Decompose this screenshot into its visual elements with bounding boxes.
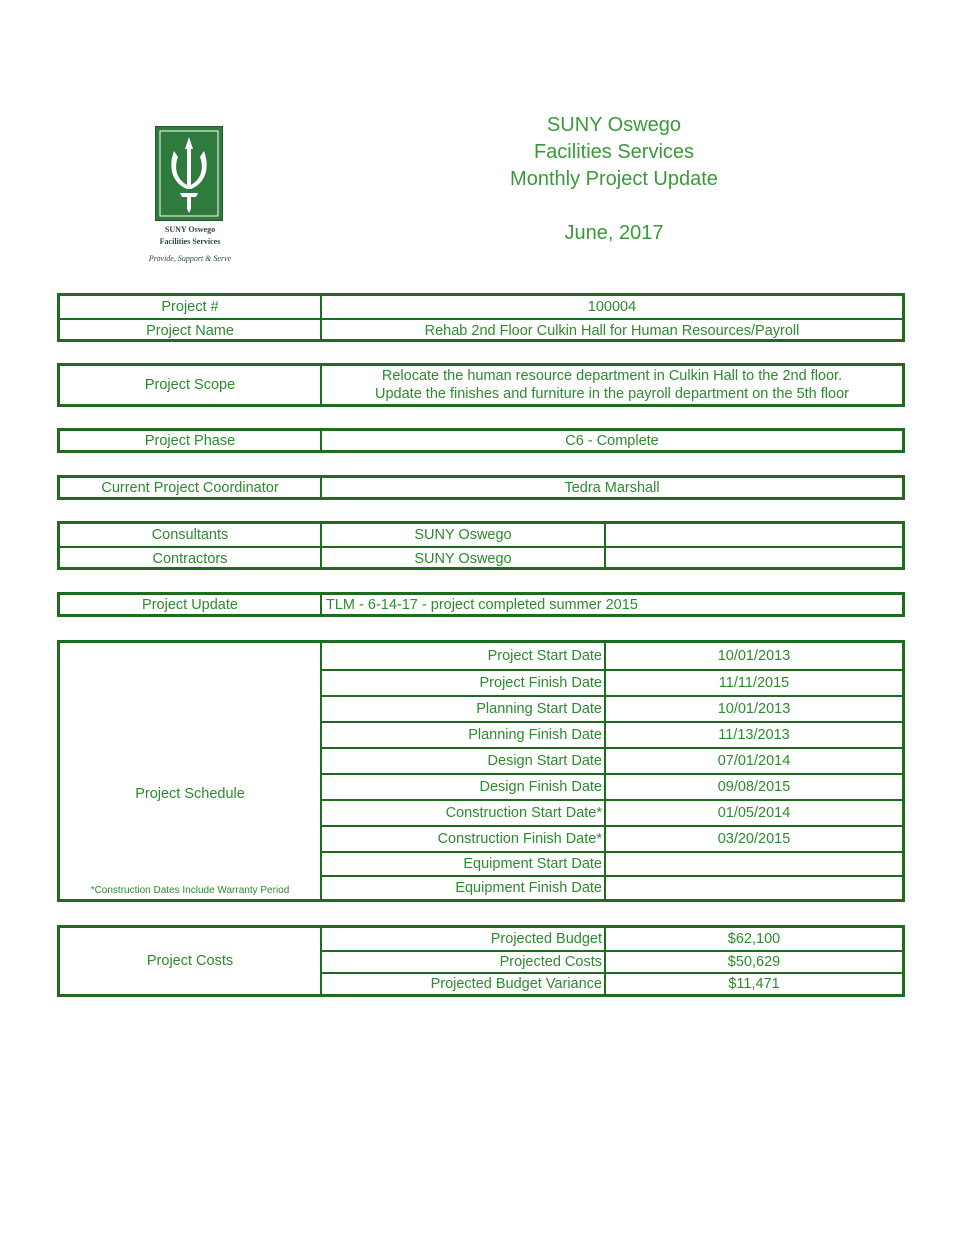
table-row <box>322 950 902 972</box>
schedule-row-value: 11/11/2015 <box>718 675 790 691</box>
schedule-row-value: 03/20/2015 <box>717 831 791 847</box>
schedule-row-label: Planning Start Date <box>322 697 606 721</box>
header-line-1: SUNY Oswego <box>546 114 682 136</box>
table-row <box>60 366 902 404</box>
consultants-extra <box>606 524 902 546</box>
project-number-label: Project # <box>60 296 322 318</box>
project-costs-table <box>57 925 905 997</box>
table-row <box>322 799 902 825</box>
contractors-label: Contractors <box>60 548 322 570</box>
cost-row-label: Projected Budget Variance <box>322 974 606 994</box>
project-scope-table <box>57 363 905 407</box>
contractors-extra <box>606 548 902 570</box>
schedule-row-value: 09/08/2015 <box>717 779 791 795</box>
project-schedule-label: Project Schedule <box>135 786 245 802</box>
schedule-row-value: 07/01/2014 <box>717 753 791 769</box>
report-date: June, 2017 <box>564 222 664 244</box>
project-update-label: Project Update <box>60 595 322 614</box>
schedule-note: *Construction Dates Include Warranty Period <box>90 885 290 896</box>
table-row <box>322 773 902 799</box>
table-row <box>60 318 902 342</box>
table-row <box>60 296 902 318</box>
coordinator-table <box>57 475 905 500</box>
project-schedule-table <box>57 640 905 902</box>
project-id-table <box>57 293 905 342</box>
table-row <box>322 972 902 994</box>
table-row <box>60 478 902 497</box>
project-number: 100004 <box>587 299 637 315</box>
schedule-row-label: Planning Finish Date <box>322 723 606 747</box>
schedule-row-label: Design Start Date <box>322 749 606 773</box>
project-name-label: Project Name <box>60 320 322 342</box>
project-costs-label: Project Costs <box>60 928 322 994</box>
table-row <box>322 695 902 721</box>
cost-row-value: $50,629 <box>727 954 781 970</box>
schedule-row-label: Construction Finish Date* <box>322 827 606 851</box>
schedule-row-label: Equipment Start Date <box>322 853 606 875</box>
header-line-3: Monthly Project Update <box>510 168 718 190</box>
table-row <box>60 524 902 546</box>
logo-name-1: SUNY Oswego <box>164 225 216 234</box>
contractors-value: SUNY Oswego <box>322 548 606 570</box>
table-row <box>322 643 902 669</box>
coordinator-label: Current Project Coordinator <box>60 478 322 497</box>
schedule-row-label: Project Start Date <box>322 643 606 669</box>
schedule-label-cell <box>60 643 322 899</box>
schedule-row-label: Construction Start Date* <box>322 801 606 825</box>
table-row <box>322 747 902 773</box>
cost-rows <box>322 928 902 994</box>
project-scope-line-2: Update the finishes and furniture in the payroll department on the 5th floor <box>375 386 849 402</box>
cost-row-value: $11,471 <box>728 976 780 992</box>
table-row <box>60 595 902 614</box>
schedule-row-value <box>606 877 902 899</box>
cost-row-label: Projected Costs <box>322 952 606 972</box>
project-scope-text <box>322 366 902 404</box>
table-row <box>322 875 902 899</box>
cost-row-label: Projected Budget <box>322 928 606 950</box>
trident-icon <box>155 126 223 221</box>
project-phase: C6 - Complete <box>565 432 659 449</box>
table-row <box>322 851 902 875</box>
project-name: Rehab 2nd Floor Culkin Hall for Human Resources/Payroll <box>424 323 800 339</box>
logo-name-2: Facilities Services <box>159 237 221 246</box>
project-phase-label: Project Phase <box>60 431 322 450</box>
schedule-row-value <box>606 853 902 875</box>
project-phase-table <box>57 428 905 453</box>
consultants-value: SUNY Oswego <box>322 524 606 546</box>
project-update-text: TLM - 6-14-17 - project completed summer 2015 <box>326 596 638 613</box>
parties-table <box>57 521 905 570</box>
schedule-row-value: 10/01/2013 <box>717 701 791 717</box>
table-row <box>322 825 902 851</box>
header-line-2: Facilities Services <box>533 141 695 163</box>
schedule-row-value: 10/01/2013 <box>717 648 791 664</box>
cost-row-value: $62,100 <box>727 931 781 947</box>
table-row <box>322 928 902 950</box>
schedule-row-label: Project Finish Date <box>322 671 606 695</box>
table-row <box>322 669 902 695</box>
project-scope-label: Project Scope <box>60 366 322 404</box>
schedule-row-value: 11/13/2013 <box>718 727 790 743</box>
table-row <box>60 546 902 570</box>
consultants-label: Consultants <box>60 524 322 546</box>
logo-tagline: Provide, Support & Serve <box>148 254 232 263</box>
schedule-row-label: Design Finish Date <box>322 775 606 799</box>
project-scope-line-1: Relocate the human resource department in Culkin Hall to the 2nd floor. <box>381 368 843 384</box>
table-row <box>60 431 902 450</box>
project-update-table <box>57 592 905 617</box>
schedule-rows <box>322 643 902 899</box>
schedule-row-value: 01/05/2014 <box>717 805 791 821</box>
schedule-row-label: Equipment Finish Date <box>322 877 606 899</box>
table-row <box>322 721 902 747</box>
coordinator-name: Tedra Marshall <box>564 479 660 496</box>
